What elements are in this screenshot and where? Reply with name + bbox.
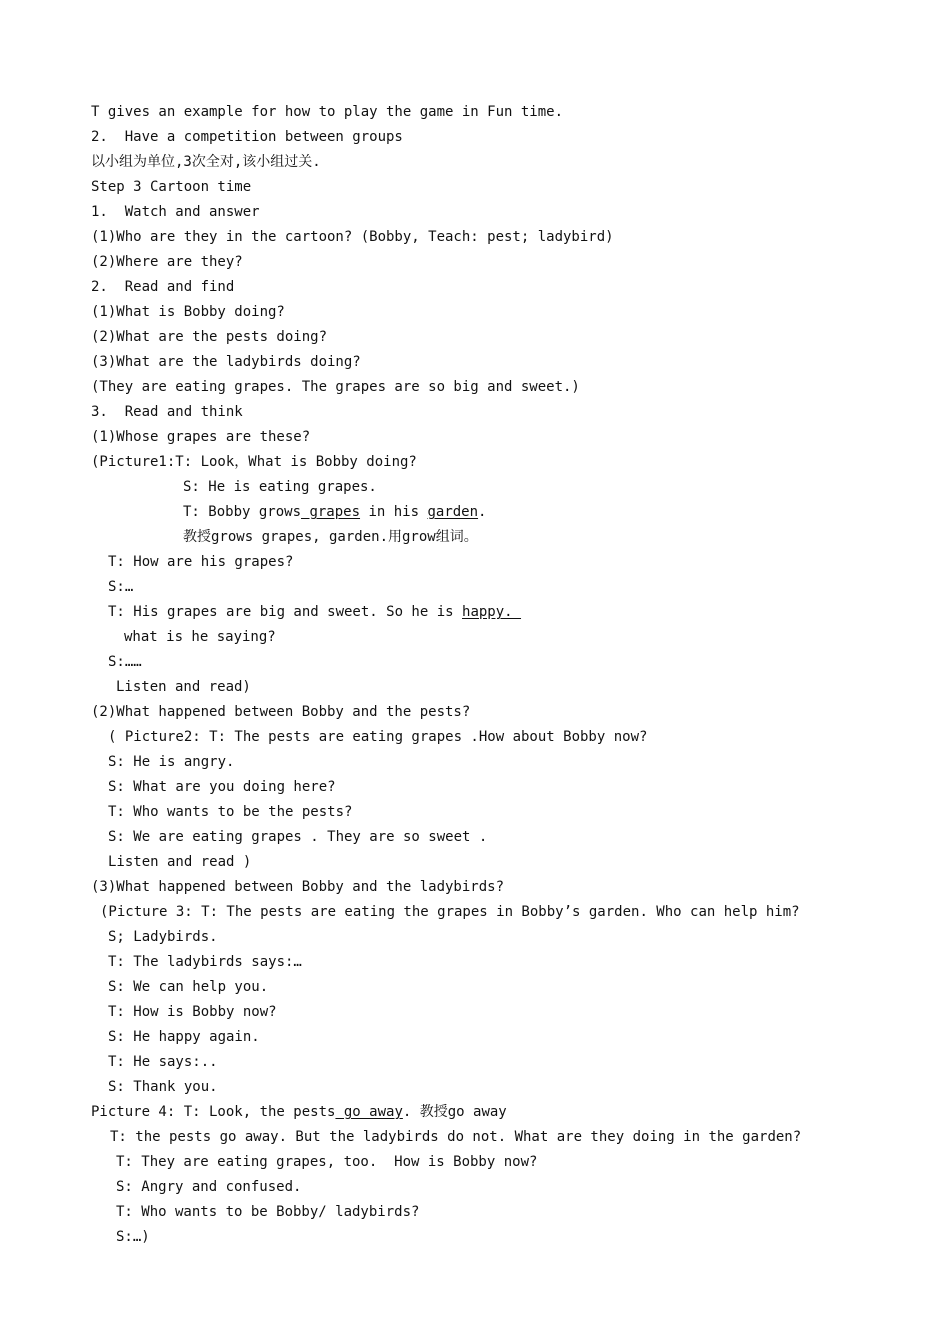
text-segment: S: Angry and confused. — [116, 1179, 302, 1195]
text-line — [108, 777, 336, 797]
text-line — [91, 252, 243, 272]
text-segment: 2. Read and find — [91, 279, 235, 295]
text-segment: (3)What are the ladybirds doing? — [91, 354, 361, 370]
text-segment: 1. Watch and answer — [91, 204, 260, 220]
text-segment: (Picture1:T: Look，What is Bobby doing? — [91, 454, 417, 470]
text-line — [108, 927, 218, 947]
text-segment: (1)Whose grapes are these? — [91, 429, 311, 445]
text-segment: S: We are eating grapes . They are so sweet . — [108, 829, 488, 845]
text-line — [91, 427, 310, 447]
text-line — [108, 952, 302, 972]
text-segment: S:…… — [108, 654, 142, 670]
text-line — [91, 277, 234, 297]
text-segment: T: Who wants to be Bobby/ ladybirds? — [116, 1204, 420, 1220]
text-segment: (1)Who are they in the cartoon? (Bobby, Teach: pest; ladybird) — [91, 229, 614, 245]
text-line — [116, 1227, 150, 1247]
text-line — [108, 1052, 218, 1072]
text-segment: T: How are his grapes? — [108, 554, 294, 570]
text-line — [108, 752, 234, 772]
text-segment: . 教授go away — [402, 1104, 507, 1120]
text-line — [108, 602, 521, 622]
text-segment: 2. Have a competition between groups — [91, 129, 403, 145]
text-line — [108, 552, 293, 572]
text-line — [108, 852, 251, 872]
text-line — [91, 402, 243, 422]
text-segment: (2)What happened between Bobby and the pests? — [91, 704, 471, 720]
text-line — [183, 477, 377, 497]
text-segment: (2)Where are they? — [91, 254, 243, 270]
text-segment: S; Ladybirds. — [108, 929, 218, 945]
text-line — [110, 1127, 801, 1147]
text-line — [91, 177, 251, 197]
text-line — [91, 452, 417, 472]
text-segment: T: They are eating grapes, too. How is Bobby now? — [116, 1154, 538, 1170]
text-line — [91, 127, 403, 147]
text-line — [108, 1027, 260, 1047]
text-segment: (Picture 3: T: The pests are eating the grapes in Bobby’s garden. Who can help him? — [100, 904, 800, 920]
underlined-text: happy. — [462, 604, 522, 620]
text-line — [108, 1002, 277, 1022]
text-line — [91, 202, 260, 222]
text-line — [116, 677, 251, 697]
text-segment: T: His grapes are big and sweet. So he is — [108, 604, 463, 620]
text-segment: T: He says:.. — [108, 1054, 218, 1070]
text-line — [108, 802, 352, 822]
text-line — [108, 727, 647, 747]
text-line — [91, 877, 504, 897]
text-segment: Listen and read ) — [108, 854, 252, 870]
text-segment: what is he saying? — [124, 629, 276, 645]
text-line — [100, 902, 800, 922]
text-line — [91, 152, 321, 172]
text-segment: T: Bobby grows — [183, 504, 302, 520]
text-line — [91, 702, 470, 722]
text-segment: Step 3 Cartoon time — [91, 179, 252, 195]
text-line — [183, 527, 478, 547]
text-line — [108, 827, 487, 847]
text-line — [108, 1077, 218, 1097]
text-segment: 3. Read and think — [91, 404, 243, 420]
text-line — [116, 1202, 419, 1222]
underlined-text: go away — [335, 1104, 403, 1120]
text-segment: S: We can help you. — [108, 979, 269, 995]
text-segment: (2)What are the pests doing? — [91, 329, 328, 345]
text-line — [91, 377, 580, 397]
text-line — [108, 652, 142, 672]
text-line — [124, 627, 276, 647]
text-line — [116, 1152, 537, 1172]
text-segment: S: He is eating grapes. — [183, 479, 377, 495]
text-segment: 以小组为单位,3次全对,该小组过关. — [91, 154, 321, 170]
text-segment: S:…) — [116, 1229, 150, 1245]
text-segment: T: How is Bobby now? — [108, 1004, 277, 1020]
text-line — [183, 502, 486, 522]
text-segment: ( Picture2: T: The pests are eating grapes .How about Bobby now? — [108, 729, 648, 745]
text-line — [108, 577, 133, 597]
text-segment: T: Who wants to be the pests? — [108, 804, 353, 820]
text-segment: (1)What is Bobby doing? — [91, 304, 285, 320]
text-line — [91, 352, 361, 372]
text-line — [108, 977, 268, 997]
text-segment: (3)What happened between Bobby and the ladybirds? — [91, 879, 505, 895]
text-segment: T: the pests go away. But the ladybirds do not. What are they doing in the garden? — [110, 1129, 802, 1145]
text-segment: S: He is angry. — [108, 754, 235, 770]
text-line — [91, 227, 614, 247]
text-segment: (They are eating grapes. The grapes are so big and sweet.) — [91, 379, 580, 395]
underlined-text: grapes — [301, 504, 361, 520]
text-segment: in his — [360, 504, 428, 520]
text-line — [91, 1102, 507, 1122]
text-segment: S:… — [108, 579, 134, 595]
text-segment: Listen and read) — [116, 679, 251, 695]
text-line — [116, 1177, 301, 1197]
text-segment: 教授grows grapes, garden.用grow组词。 — [183, 529, 478, 545]
text-segment: T: The ladybirds says:… — [108, 954, 302, 970]
text-segment: Picture 4: T: Look, the pests — [91, 1104, 336, 1120]
text-line — [91, 327, 327, 347]
text-segment: T gives an example for how to play the game in Fun time. — [91, 104, 564, 120]
text-segment: S: Thank you. — [108, 1079, 218, 1095]
text-segment: S: What are you doing here? — [108, 779, 336, 795]
text-line — [91, 102, 563, 122]
text-line — [91, 302, 285, 322]
text-segment: S: He happy again. — [108, 1029, 260, 1045]
underlined-text: garden — [427, 504, 479, 520]
text-segment: . — [478, 504, 487, 520]
